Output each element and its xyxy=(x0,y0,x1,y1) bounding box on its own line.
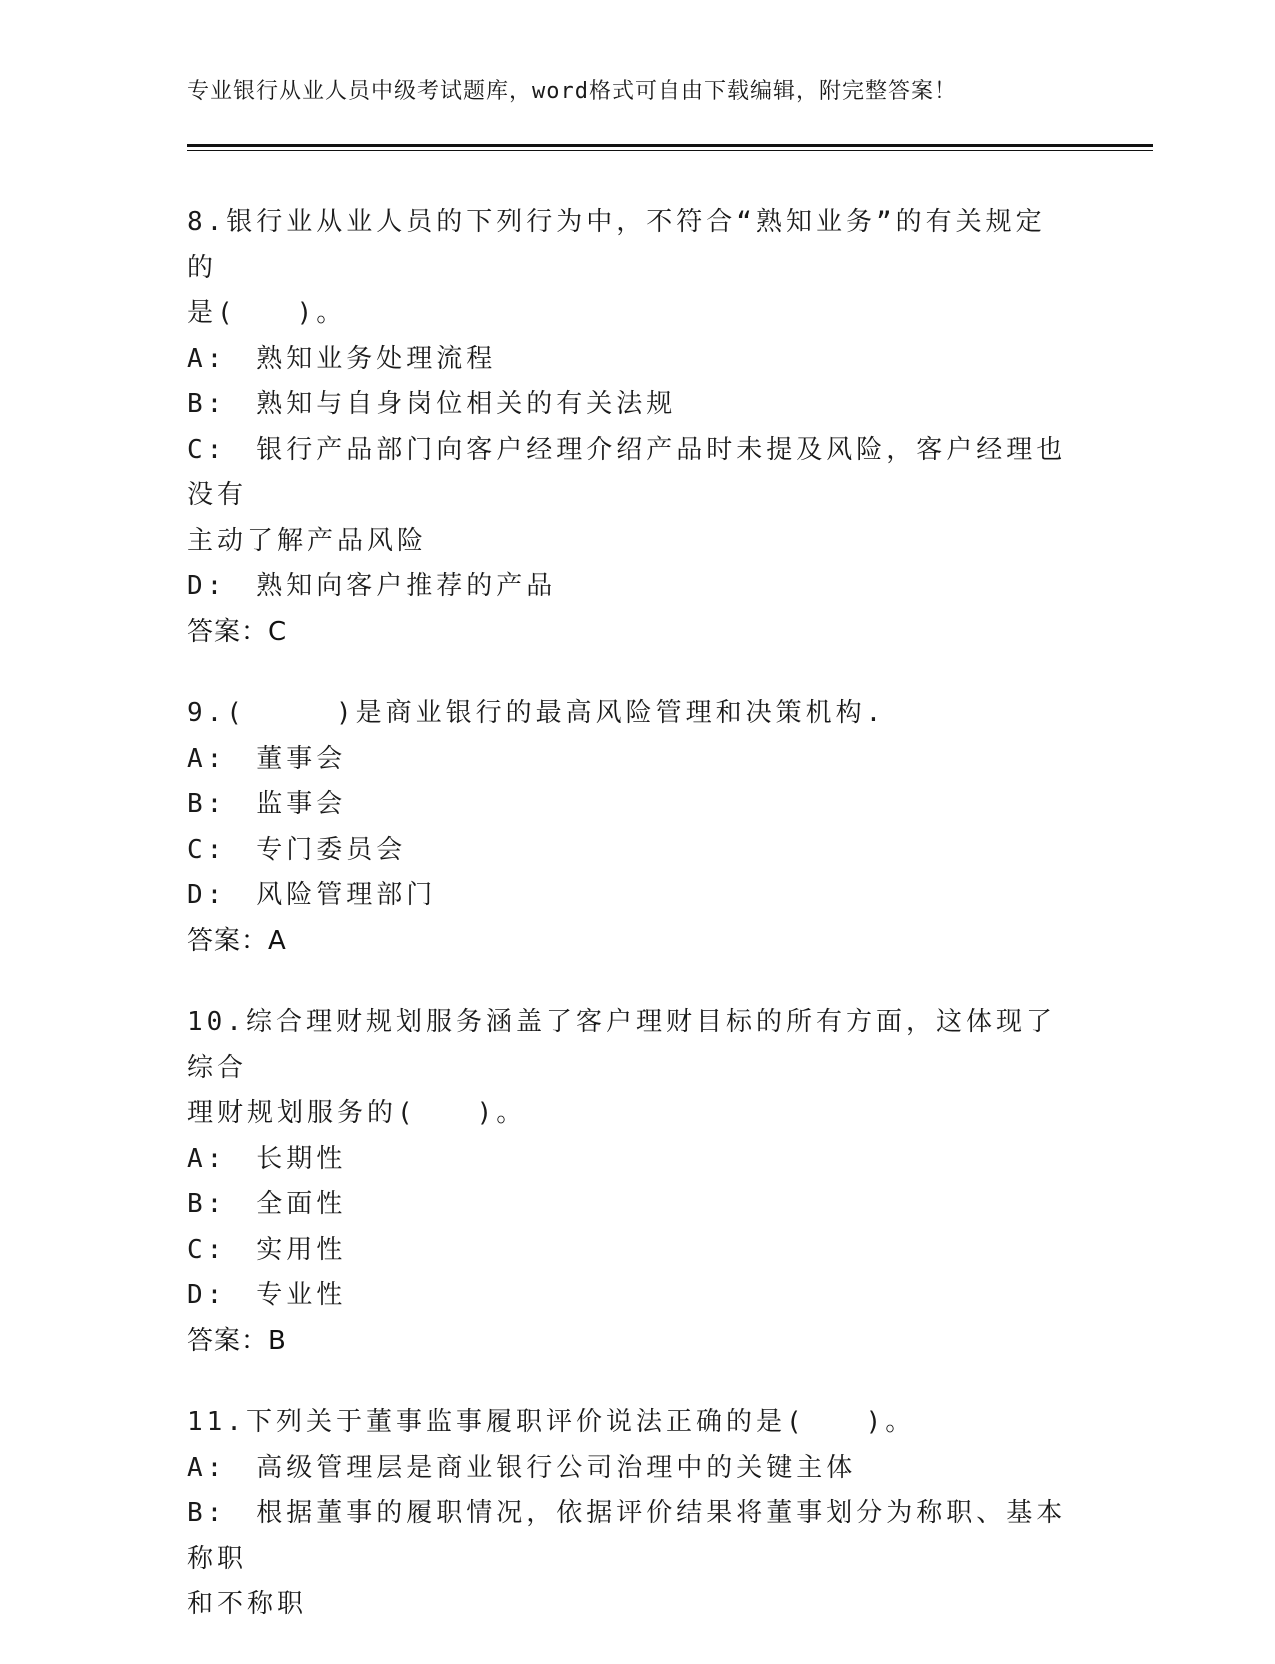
option-c-continued: 主动了解产品风险 xyxy=(187,525,428,556)
question-stem: 10.综合理财规划服务涵盖了客户理财目标的所有方面，这体现了综合 xyxy=(187,1007,1056,1083)
answer: 答案：B xyxy=(187,1325,287,1356)
option-d: D: 熟知向客户推荐的产品 xyxy=(187,571,557,601)
question-list xyxy=(187,200,1067,1664)
option-b: B: 根据董事的履职情况，依据评价结果将董事划分为称职、基本称职 xyxy=(187,1498,1067,1574)
question-stem: 8.银行业从业人员的下列行为中，不符合“熟知业务”的有关规定的 xyxy=(187,207,1046,283)
question-10 xyxy=(187,1000,1067,1364)
option-a: A: 董事会 xyxy=(187,743,347,774)
answer: 答案：C xyxy=(187,616,288,647)
question-stem: 理财规划服务的( )。 xyxy=(187,1098,527,1128)
question-stem: 11.下列关于董事监事履职评价说法正确的是( )。 xyxy=(187,1407,916,1437)
option-a: A: 熟知业务处理流程 xyxy=(187,343,497,374)
option-d: D: 专业性 xyxy=(187,1280,347,1310)
option-b: B: 全面性 xyxy=(187,1189,347,1219)
question-stem: 9.( )是商业银行的最高风险管理和决策机构. xyxy=(187,698,886,728)
header-rule-thick xyxy=(187,144,1153,147)
question-11 xyxy=(187,1400,1067,1628)
option-c: C: 实用性 xyxy=(187,1234,347,1265)
header-rule-thin xyxy=(187,150,1153,151)
option-a: A: 长期性 xyxy=(187,1143,347,1174)
option-c: C: 专门委员会 xyxy=(187,834,407,865)
option-b: B: 监事会 xyxy=(187,789,347,819)
option-b-continued: 和不称职 xyxy=(187,1589,308,1619)
option-a: A: 高级管理层是商业银行公司治理中的关键主体 xyxy=(187,1452,857,1483)
question-9 xyxy=(187,691,1067,964)
page-header: 专业银行从业人员中级考试题库，word格式可自由下载编辑，附完整答案！ xyxy=(187,79,957,104)
answer: 答案：A xyxy=(187,925,287,956)
question-stem: 是( )。 xyxy=(187,298,347,328)
option-d: D: 风险管理部门 xyxy=(187,880,437,910)
question-8 xyxy=(187,200,1067,655)
option-c: C: 银行产品部门向客户经理介绍产品时未提及风险，客户经理也没有 xyxy=(187,434,1067,510)
option-b: B: 熟知与自身岗位相关的有关法规 xyxy=(187,389,677,419)
